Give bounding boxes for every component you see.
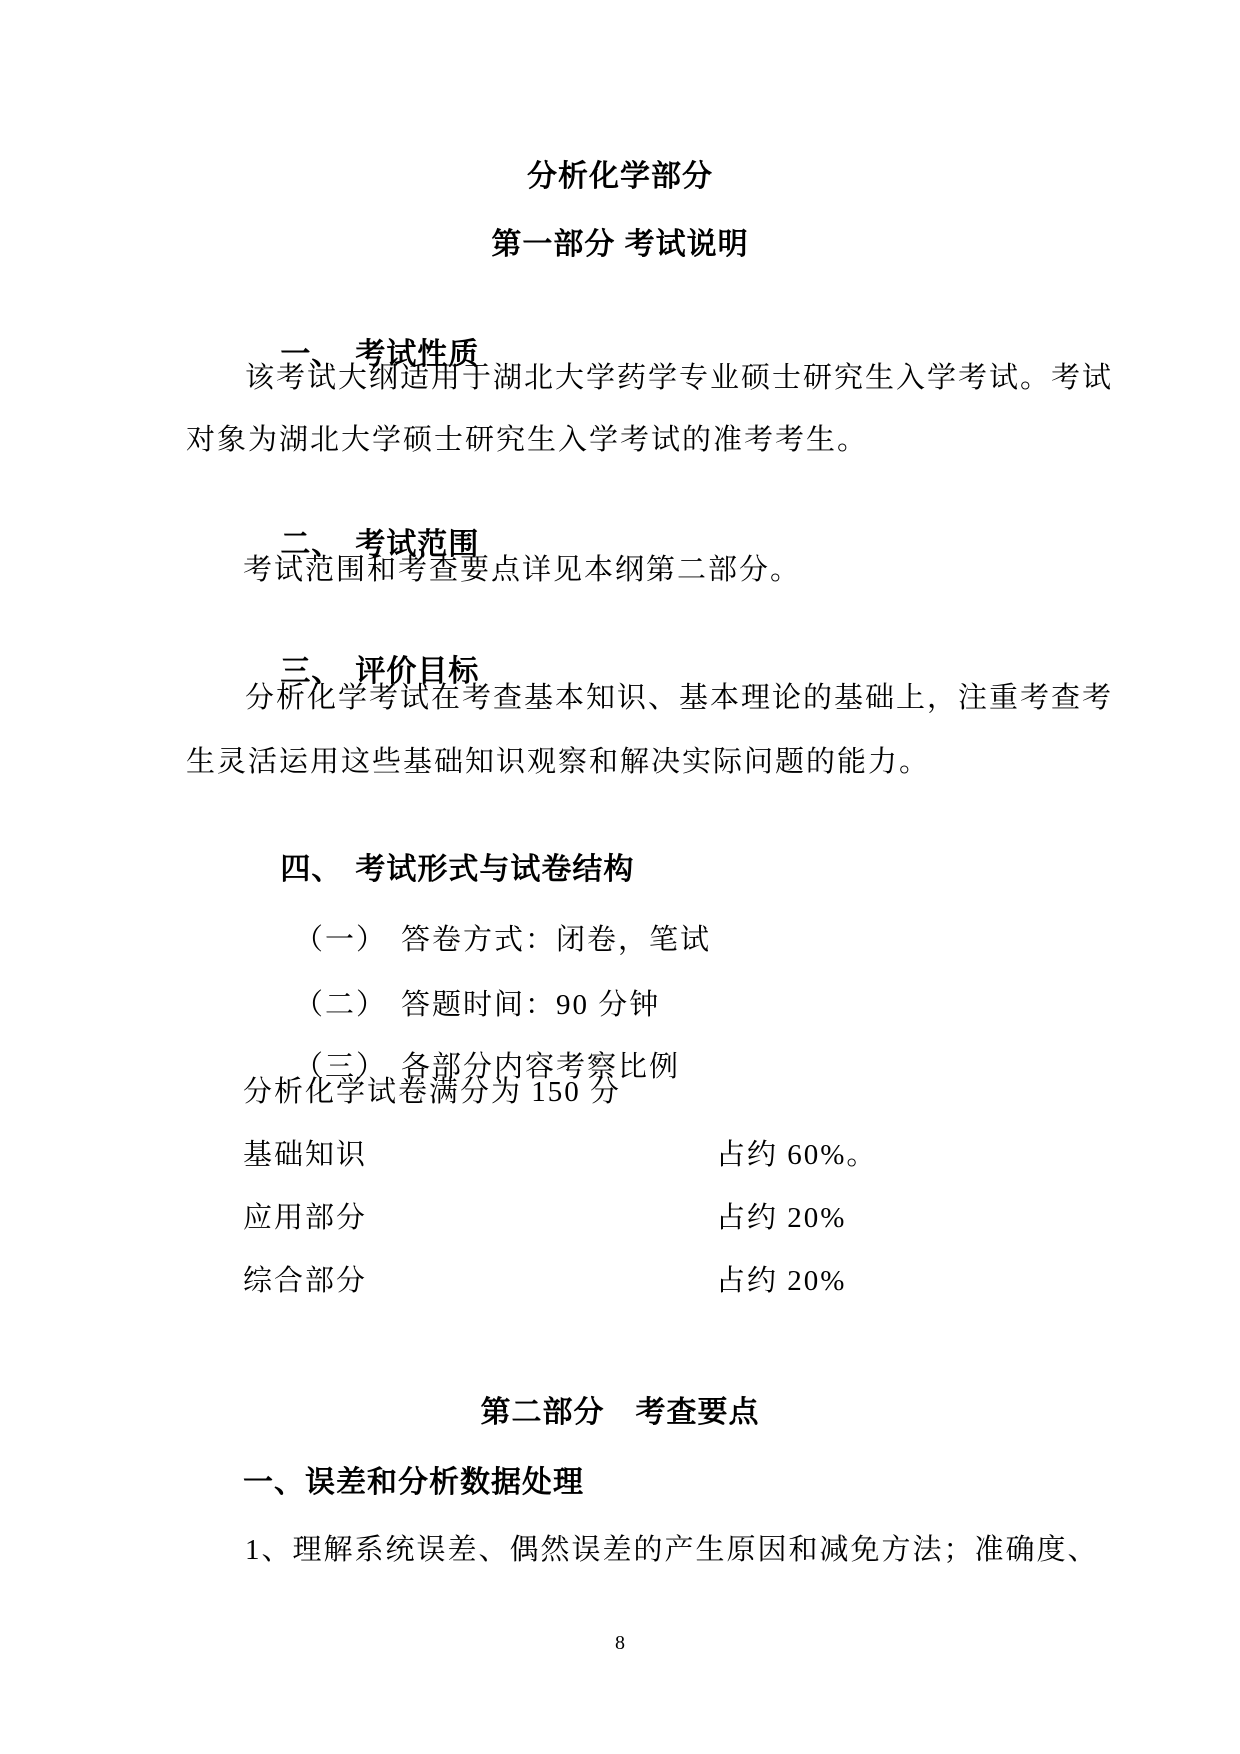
full-score-line: 分析化学试卷满分为 150 分 bbox=[243, 1076, 622, 1108]
proportion-row bbox=[0, 1198, 1240, 1238]
heading-text: 考试范围 bbox=[355, 528, 480, 561]
heading-number: 二、 bbox=[280, 528, 343, 561]
item-number: （一） bbox=[294, 924, 388, 956]
para-exam-nature-line-1: 该考试大纲适用于湖北大学药学专业硕士研究生入学考试。考试 bbox=[245, 362, 1114, 394]
part2-title: 第二部分 考查要点 bbox=[480, 1396, 760, 1429]
proportion-row bbox=[0, 1135, 1240, 1175]
point-line-1: 1、理解系统误差、偶然误差的产生原因和减免方法；准确度、 bbox=[245, 1534, 1099, 1566]
heading-number: 三、 bbox=[280, 655, 343, 688]
part1-title: 第一部分 考试说明 bbox=[491, 228, 749, 261]
heading-text: 评价目标 bbox=[355, 655, 480, 688]
para-exam-nature-line-2: 对象为湖北大学硕士研究生入学考试的准考考生。 bbox=[186, 424, 869, 456]
item-number: （二） bbox=[294, 989, 388, 1021]
item-text: 答题时间：90 分钟 bbox=[401, 989, 661, 1021]
heading-text: 考试形式与试卷结构 bbox=[355, 853, 635, 886]
doc-title: 分析化学部分 bbox=[527, 160, 713, 193]
proportion-label: 综合部分 bbox=[243, 1265, 368, 1297]
heading-number: 一、 bbox=[280, 338, 343, 371]
item-text: 各部分内容考察比例 bbox=[401, 1051, 681, 1083]
item-number: （三） bbox=[294, 1051, 388, 1083]
proportion-row bbox=[0, 1261, 1240, 1301]
para-exam-scope: 考试范围和考查要点详见本纲第二部分。 bbox=[243, 554, 802, 586]
proportion-label: 应用部分 bbox=[243, 1202, 368, 1234]
para-eval-objectives-line-2: 生灵活运用这些基础知识观察和解决实际问题的能力。 bbox=[186, 746, 931, 778]
proportion-value: 占约 20% bbox=[716, 1265, 847, 1297]
heading-number: 四、 bbox=[280, 853, 343, 886]
para-eval-objectives-line-1: 分析化学考试在考查基本知识、基本理论的基础上，注重考查考 bbox=[245, 682, 1114, 714]
heading-error-data-processing: 一、误差和分析数据处理 bbox=[243, 1466, 584, 1499]
item-text: 答卷方式：闭卷，笔试 bbox=[401, 924, 712, 956]
proportion-label: 基础知识 bbox=[243, 1139, 368, 1171]
page-number: 8 bbox=[615, 1632, 625, 1654]
proportion-value: 占约 20% bbox=[716, 1202, 847, 1234]
proportion-value: 占约 60%。 bbox=[716, 1139, 878, 1171]
heading-text: 考试性质 bbox=[355, 338, 480, 371]
